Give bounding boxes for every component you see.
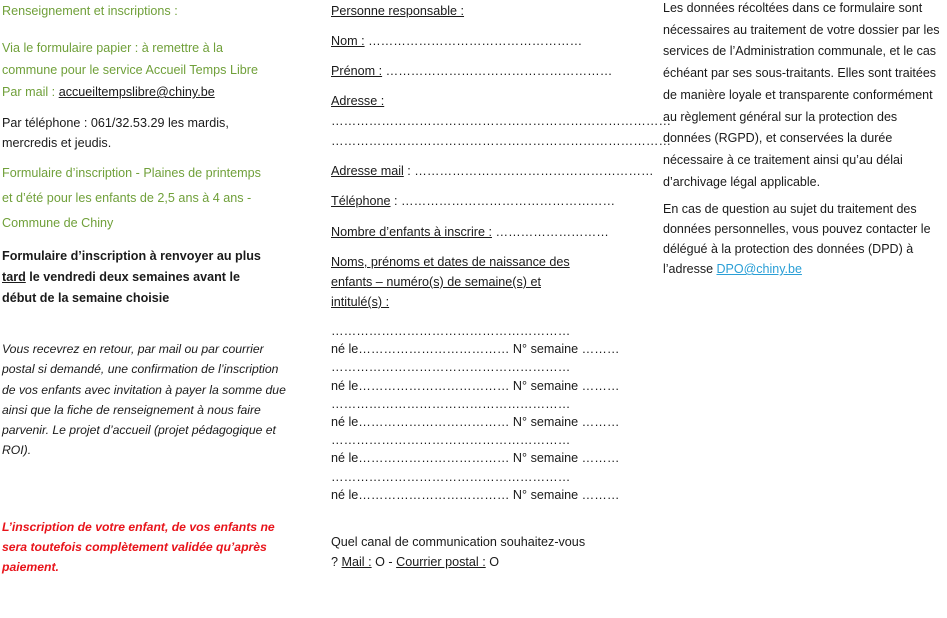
- mail-field[interactable]: [331, 161, 654, 181]
- deadline-line-3: début de la semaine choisie: [2, 291, 170, 305]
- dpo-text: En cas de question au sujet du traitement des données personnelles, vous pouvez contacter le délégué à la protection des données (DPD) à l’adresse: [663, 202, 931, 276]
- children-count-field[interactable]: [331, 222, 609, 242]
- dpo-email-link[interactable]: DPO@chiny.be: [716, 262, 802, 276]
- mail-label: Par mail :: [2, 85, 59, 99]
- confirmation-text: Vous recevrez en retour, par mail ou par courrier postal si demandé, une confirmation de l’inscription de vos enfants avec invitation à payer la somme due ainsi que la fiche de renseignement à nous faire parvenir. Le projet d’accueil (projet pédagogique et ROI).: [2, 342, 286, 458]
- nom-label: Nom :: [331, 34, 365, 48]
- telephone-label: Téléphone: [331, 194, 391, 208]
- adresse-dots-2: ………………………………………………………………………: [331, 134, 672, 148]
- channel-mail-option[interactable]: O -: [371, 555, 397, 569]
- child-2-name: …………………………………………………: [331, 360, 571, 375]
- paper-form-line-1: Via le formulaire papier : à remettre à la: [2, 41, 223, 55]
- adresse-dots-1: ………………………………………………………………………: [331, 114, 672, 128]
- telephone-dots: : ……………………………………………: [390, 194, 616, 208]
- deadline-line-2-rest: le vendredi deux semaines avant le: [25, 270, 240, 284]
- prenom-label: Prénom :: [331, 64, 383, 78]
- channel-post-option[interactable]: O: [485, 555, 499, 569]
- deadline-line-1: Formulaire d’inscription à renvoyer au plus: [2, 249, 261, 263]
- payment-warning: L’inscription de votre enfant, de vos enfants ne sera toutefois complètement validée qu’après paiement.: [2, 520, 275, 574]
- nom-dots: ……………………………………………: [364, 34, 583, 48]
- channel-question-text: Quel canal de communication souhaitez-vous ?: [331, 535, 586, 569]
- child-3-name: …………………………………………………: [331, 396, 571, 411]
- channel-question: [331, 532, 586, 572]
- child-3-born: né le……………………………… N° semaine ………: [331, 415, 620, 430]
- children-details-label: Noms, prénoms et dates de naissance des enfants – numéro(s) de semaine(s) et intitulé(s) :: [331, 255, 570, 309]
- telephone-field[interactable]: [331, 191, 615, 211]
- prenom-field[interactable]: [331, 61, 612, 81]
- children-entries[interactable]: [331, 322, 620, 504]
- deadline-notice: [2, 246, 292, 309]
- mail-field-dots: : …………………………………………………: [403, 164, 654, 178]
- mail-line: [2, 81, 292, 103]
- form-title: [2, 161, 292, 236]
- child-4-name: …………………………………………………: [331, 433, 571, 448]
- mail-address-link[interactable]: accueiltempslibre@chiny.be: [58, 85, 215, 99]
- adresse-field[interactable]: [331, 91, 672, 151]
- registration-heading: Renseignement et inscriptions :: [2, 4, 178, 18]
- paper-form-info: [2, 37, 292, 103]
- nom-field[interactable]: [331, 31, 582, 51]
- child-5-name: …………………………………………………: [331, 469, 571, 484]
- form-title-line-3: Commune de Chiny: [2, 216, 114, 230]
- responsible-person-label: Personne responsable :: [331, 4, 465, 18]
- phone-info: Par téléphone : 061/32.53.29 les mardis, mercredis et jeudis.: [2, 116, 229, 150]
- deadline-tard: tard: [2, 270, 26, 284]
- prenom-dots: ………………………………………………: [382, 64, 613, 78]
- form-title-line-1: Formulaire d’inscription - Plaines de printemps: [2, 166, 261, 180]
- form-title-line-2: et d’été pour les enfants de 2,5 ans à 4 ans -: [2, 191, 252, 205]
- child-4-born: né le……………………………… N° semaine ………: [331, 451, 620, 466]
- child-2-born: né le……………………………… N° semaine ………: [331, 378, 620, 393]
- mail-field-label: Adresse mail: [331, 164, 404, 178]
- child-1-name: …………………………………………………: [331, 324, 571, 338]
- child-5-born: né le……………………………… N° semaine ………: [331, 487, 620, 502]
- children-count-dots: ………………………: [492, 225, 609, 239]
- dpo-info: [663, 199, 947, 279]
- channel-post-label: Courrier postal :: [396, 555, 486, 569]
- deadline-line-2: [2, 267, 292, 288]
- child-1-born: né le……………………………… N° semaine ………: [331, 342, 620, 357]
- paper-form-line-2: commune pour le service Accueil Temps Libre: [2, 63, 258, 77]
- adresse-label: Adresse :: [331, 94, 385, 108]
- privacy-text: Les données récoltées dans ce formulaire sont nécessaires au traitement de votre dossier par les services de l’Administration communale, et le cas échéant par ses sous-traitants. Elles sont traitées de manière loyale et transparente conformément au règlement général sur la protection des données (RGPD), et conservées la durée nécessaire à ce traitement ainsi qu’au délai d’archivage légal applicable.: [663, 1, 940, 189]
- channel-mail-label: Mail :: [341, 555, 372, 569]
- children-count-label: Nombre d’enfants à inscrire :: [331, 225, 492, 239]
